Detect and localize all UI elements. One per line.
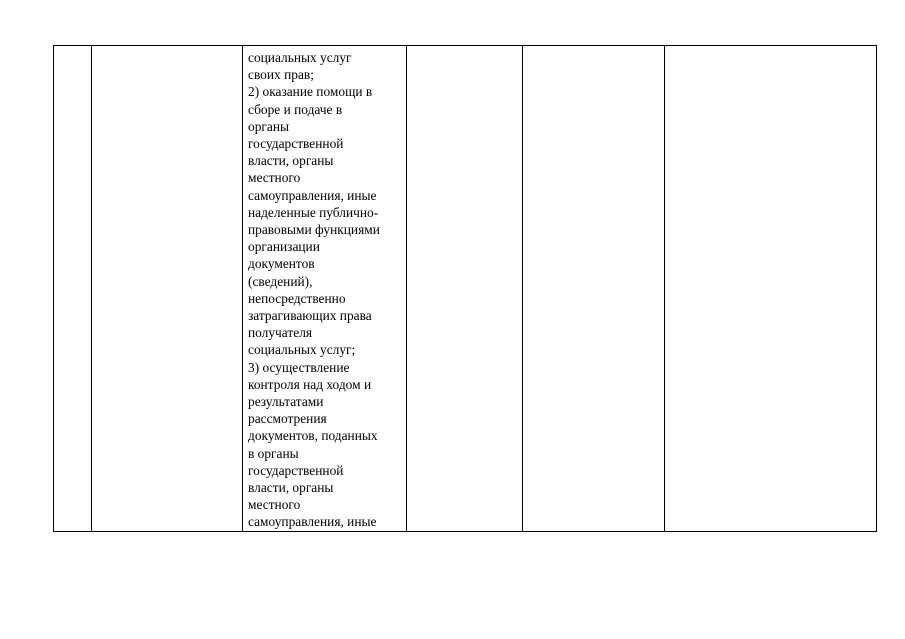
table-cell-col6 (665, 46, 877, 532)
text-line: документов (248, 256, 315, 272)
text-line: власти, органы (248, 480, 334, 496)
table-row (54, 46, 877, 532)
text-line: 3) осуществление (248, 359, 350, 375)
text-line: государственной (248, 136, 344, 152)
text-line: рассмотрения (248, 411, 327, 427)
text-line: 2) оказание помощи в (248, 84, 373, 100)
service-description-text (248, 49, 404, 531)
table-cell-number (54, 46, 92, 532)
text-line: власти, органы (248, 153, 334, 169)
text-line: контроля над ходом и (248, 376, 372, 392)
text-line: правовыми функциями (248, 222, 380, 238)
table-cell-col5 (523, 46, 665, 532)
text-line: социальных услуг (248, 50, 352, 65)
text-line: документов, поданных (248, 428, 378, 444)
text-line: самоуправления, иные (248, 187, 377, 203)
text-line: социальных услуг; (248, 342, 356, 358)
text-line: самоуправления, иные (248, 514, 377, 530)
text-line: местного (248, 497, 301, 513)
text-line: сборе и подаче в (248, 101, 343, 117)
table-cell-service-description (243, 46, 407, 532)
text-line: органы (248, 118, 289, 134)
text-line: в органы (248, 445, 299, 461)
text-line: (сведений), (248, 273, 313, 289)
text-line: получателя (248, 325, 313, 341)
text-line: результатами (248, 394, 324, 410)
text-line: своих прав; (248, 67, 314, 83)
text-line: затрагивающих права (248, 308, 372, 324)
table-cell-col4 (407, 46, 523, 532)
table-cell-service-name (92, 46, 243, 532)
text-line: местного (248, 170, 301, 186)
text-line: наделенные публично- (248, 204, 379, 220)
text-line: организации (248, 239, 320, 255)
document-table (53, 45, 877, 532)
text-line: государственной (248, 462, 344, 478)
text-line: непосредственно (248, 290, 346, 306)
